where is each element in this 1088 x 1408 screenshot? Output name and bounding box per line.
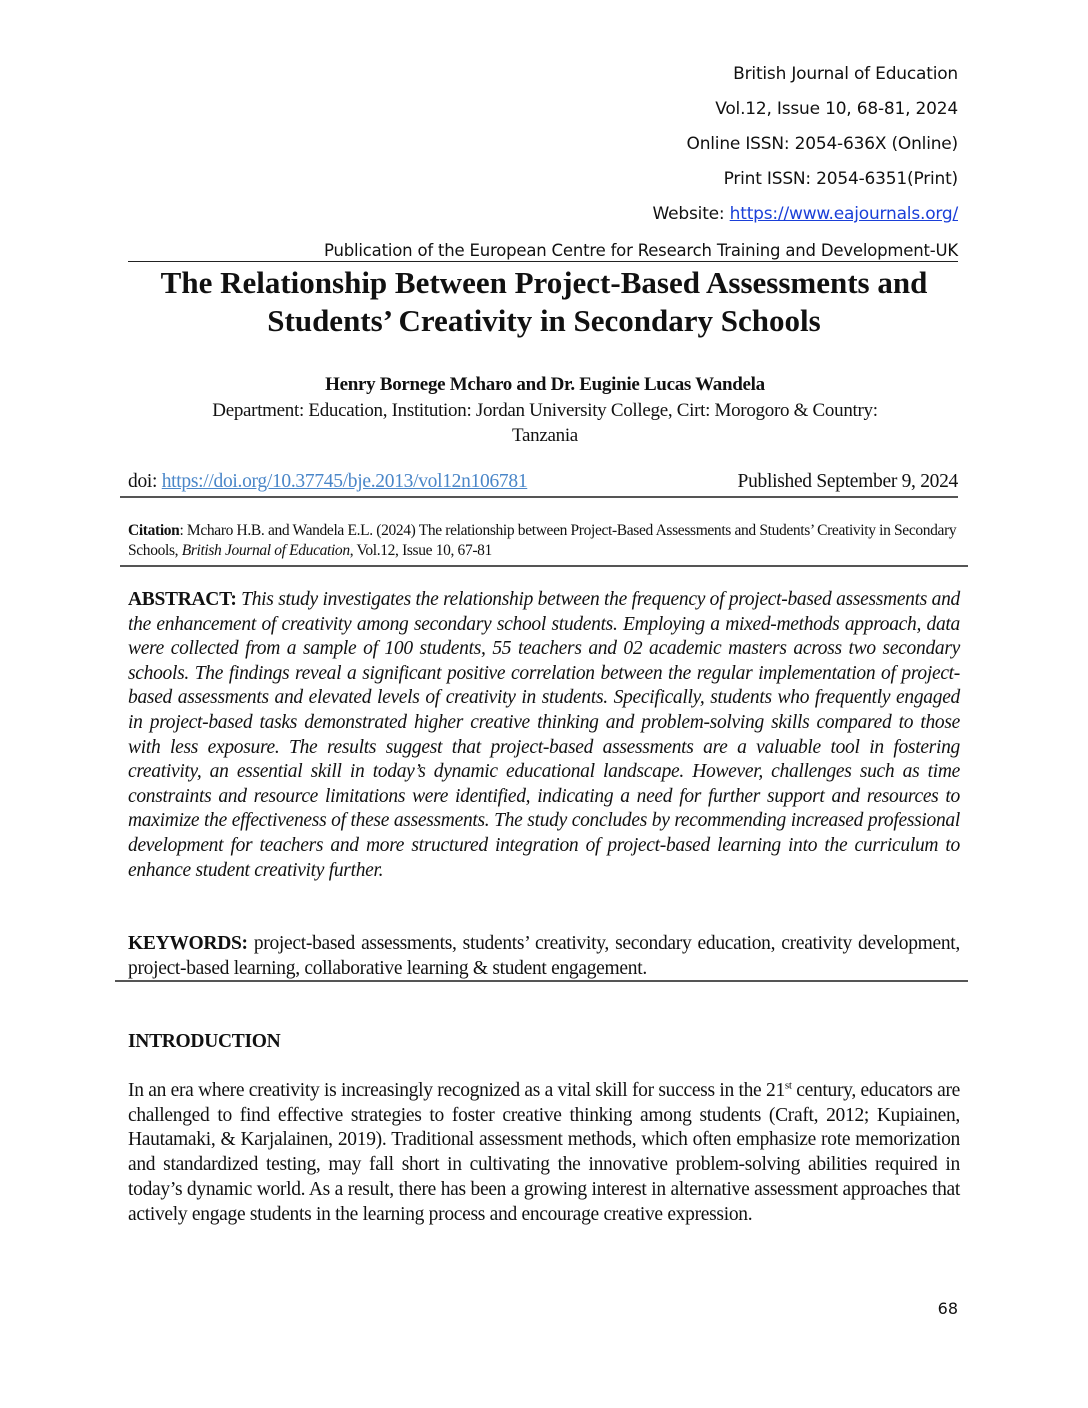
publisher-line: Publication of the European Centre for Research Training and Development-UK <box>128 240 958 262</box>
published-date: Published September 9, 2024 <box>737 471 958 492</box>
keywords <box>128 932 960 981</box>
affiliation <box>120 398 970 448</box>
doi-label: doi: <box>128 471 162 492</box>
abstract-label: ABSTRACT: <box>128 589 237 610</box>
keywords-text: project-based assessments, students’ creativity, secondary education, creativity development, project-based learning, collaborative learning & student engagement. <box>128 933 961 979</box>
online-issn: Online ISSN: 2054-636X (Online) <box>686 134 958 154</box>
citation-text: : Mcharo H.B. and Wandela E.L. (2024) The relationship between Project-Based Assessments and Students’ Creativity in Secondary Schools, <box>128 522 957 559</box>
divider <box>120 496 958 498</box>
journal-volume: Vol.12, Issue 10, 68-81, 2024 <box>715 99 958 119</box>
website-link[interactable]: https://www.eajournals.org/ <box>729 204 958 224</box>
authors: Henry Bornege Mcharo and Dr. Euginie Lucas Wandela <box>325 374 765 395</box>
section-heading-introduction: INTRODUCTION <box>128 1031 281 1052</box>
page-number: 68 <box>937 1299 958 1318</box>
citation-label: Citation <box>128 522 180 539</box>
affiliation-line-1: Department: Education, Institution: Jordan University College, Cirt: Morogoro & Country: <box>212 400 878 421</box>
journal-name: British Journal of Education <box>733 64 958 84</box>
article-title <box>100 264 988 340</box>
print-issn: Print ISSN: 2054-6351(Print) <box>723 169 958 189</box>
intro-text-2: century, educators are challenged to find effective strategies to foster creative thinking among students (Craft, 2012; Kupiainen, Hautamaki, & Karjalainen, 2019). Traditional assessment methods, which often emphasize rote memorization and standardized testing, may fall short in cultivating the innovative problem-solving abilities required in today’s dynamic world. As a result, there has been a growing interest in alternative assessment approaches that actively engage students in the learning process and encourage creative expression. <box>128 1080 960 1225</box>
doi-row <box>128 471 958 496</box>
website-line <box>653 204 958 224</box>
title-line-1: The Relationship Between Project-Based Assessments and <box>160 265 928 300</box>
abstract-text: This study investigates the relationship between the frequency of project-based assessments and the enhancement of creativity among secondary school students. Employing a mixed-methods approach, data were collected from a sample of 100 students, 55 teachers and 02 academic masters across two secondary schools. The findings reveal a significant positive correlation between the regular implementation of project-based assessments and elevated levels of creativity in students. Specifically, students who frequently engaged in project-based tasks demonstrated higher creative thinking and problem-solving skills compared to those with less exposure. The results suggest that project-based assessments are a valuable tool in fostering creativity, an essential skill in today’s dynamic educational landscape. However, challenges such as time constraints and resource limitations were identified, indicating a need for further support and resources to maximize the effectiveness of these assessments. The study concludes by recommending increased professional development for teachers and more structured integration of project-based learning into the curriculum to enhance student creativity further. <box>128 589 960 881</box>
title-line-2: Students’ Creativity in Secondary Schools <box>267 303 821 338</box>
affiliation-line-2: Tanzania <box>512 425 578 446</box>
citation <box>128 521 960 561</box>
doi <box>128 471 527 496</box>
intro-text-1: In an era where creativity is increasingly recognized as a vital skill for success in the 21 <box>128 1080 785 1101</box>
citation-pages: , Vol.12, Issue 10, 67-81 <box>349 542 492 559</box>
keywords-label: KEYWORDS: <box>128 933 248 954</box>
introduction-paragraph <box>128 1079 960 1227</box>
doi-link[interactable]: https://doi.org/10.37745/bje.2013/vol12n106781 <box>161 471 528 492</box>
abstract <box>128 588 960 883</box>
divider <box>115 980 968 982</box>
superscript: st <box>784 1079 792 1092</box>
divider <box>120 565 968 567</box>
citation-journal: British Journal of Education <box>181 542 350 559</box>
website-label: Website: <box>652 204 730 224</box>
